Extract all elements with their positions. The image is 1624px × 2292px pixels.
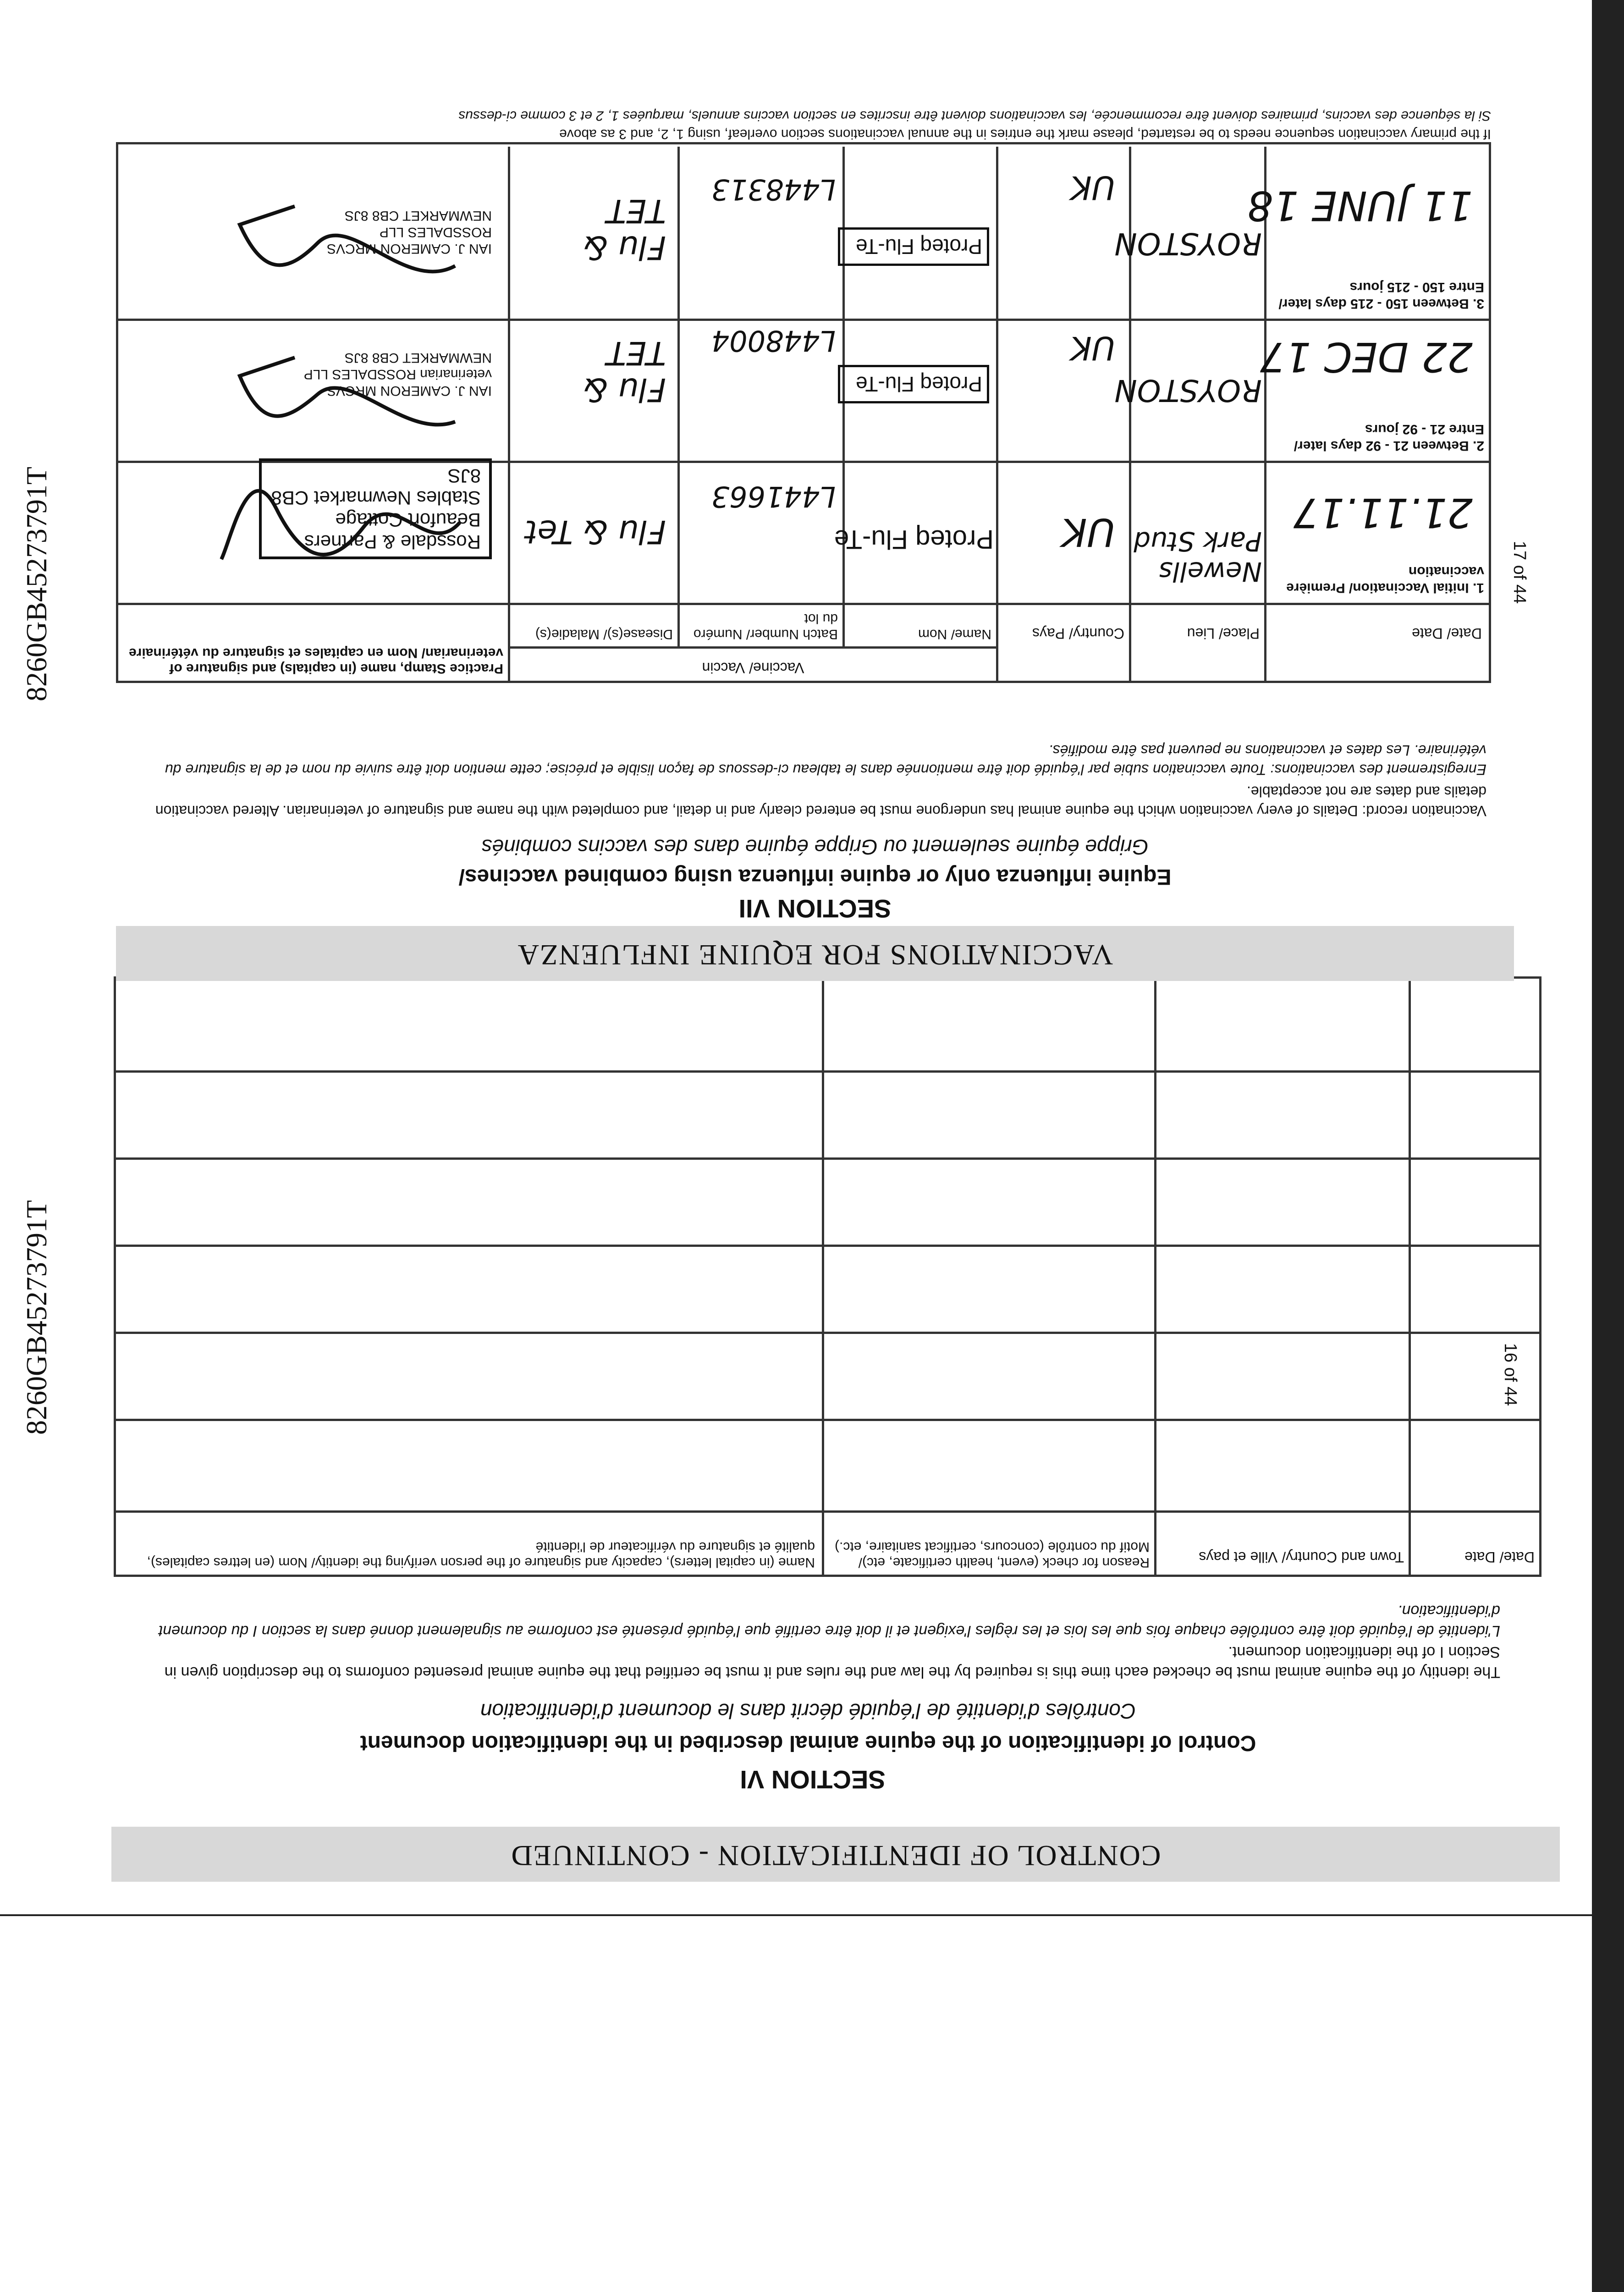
vax-header-stamp: Practice Stamp, name (in capitals) and signature of veterinarian/ Nom en capitales et signature du vétérinaire: [129, 645, 503, 676]
section-vii-record-fr: Enregistrement des vaccinations: Toute vaccination subie par l'équidé doit être mentionnée dans le tableau ci-dessous de façon lisible et précise; cette mention doit être suivie du nom et de la signature du vétérinaire. Les dates et vaccinations ne peuvent pas être modifiés.: [165, 742, 1486, 778]
section-vi-title: SECTION VI: [740, 1765, 886, 1794]
vax-row-1-batch: L441663: [711, 480, 836, 513]
vax-row-1-place: Newells Park Stud: [1134, 526, 1262, 587]
vax-row-1-country: UK: [1062, 510, 1115, 555]
section-vi-heading-en: Control of identification of the equine animal described in the identification document: [360, 1731, 1256, 1755]
header-verifier: Name (in capital letters), capacity and signature of the person verifying the identity/ Nom (en lettres capitales), qualité et signature du vérificateur de l'identité: [147, 1539, 815, 1570]
vax-row-1-name: Proteq Flu-Te: [834, 524, 994, 554]
header-date: Date/ Date: [1464, 1549, 1535, 1565]
section-vii-title: SECTION VII: [738, 894, 892, 923]
vax-header-country: Country/ Pays: [1032, 625, 1124, 642]
section-vii-record-en: Vaccination record: Details of every vaccination which the equine animal has undergone must be entered clearly and in detail, and completed with the name and signature of veterinarian. Altered vaccination details and dates are not acceptable.: [155, 783, 1486, 819]
vax-header-place: Place/ Lieu: [1187, 625, 1260, 642]
vax-row-3-batch: L448313: [711, 173, 836, 206]
vaccination-footnote-en: If the primary vaccination sequence needs to be restarted, please mark the entries in the annual vaccinations section overleaf, using 1, 2, and 3 as above: [559, 127, 1491, 142]
vax-row-2-name: Proteq Flu-Te: [838, 365, 989, 403]
vax-row-2-place: ROYSTON: [1114, 373, 1262, 408]
vaccination-footnote-fr: Si la séquence des vaccins, primaires doivent être recommencée, les vaccinations doivent être inscrites en section vaccins annuels, marquées 1, 2 et 3 comme ci-dessus: [458, 108, 1491, 123]
scan-margin-shadow: [1592, 0, 1624, 2292]
vax-header-disease: Disease(s)/ Maladie(s): [535, 627, 673, 642]
vet-signature-2: [212, 339, 469, 449]
header-reason: Reason for check (event, health certificate, etc)/ Motif du contrôle (concours, certificat sanitaire, etc.): [835, 1539, 1150, 1570]
identity-check-table: [114, 976, 1541, 1577]
vax-row-2-label: 2. Between 21 - 92 days later/ Entre 21 - 92 jours: [1294, 422, 1484, 453]
vax-row-1-date: 21.11.17: [1293, 489, 1473, 536]
vax-row-1-label: 1. Initial Vaccination/ Première vaccination: [1286, 564, 1484, 595]
section-vii-banner-text: VACCINATIONS FOR EQUINE INFLUENZA: [517, 939, 1113, 971]
vax-row-2-batch: L448004: [711, 324, 836, 358]
vax-row-3-vet-stamp: IAN J. CAMERON MRCVS ROSSDALES LLP NEWMARKET CB8 8JS: [326, 208, 492, 256]
vax-row-3-country: UK: [1070, 169, 1115, 206]
vax-header-name: Name/ Nom: [918, 627, 991, 642]
document-id-16: 8260GB45273791T: [20, 1200, 53, 1435]
vet-signature-1: [212, 477, 469, 578]
page-number-16: 16 of 44: [1500, 1343, 1520, 1406]
section-vi-banner-text: CONTROL OF IDENTIFICATION - CONTINUED: [510, 1840, 1161, 1872]
scan-edge-line: [0, 1914, 1624, 1916]
vax-row-3-label: 3. Between 150 - 215 days later/ Entre 150 - 215 jours: [1278, 280, 1484, 311]
vet-signature-3: [212, 193, 469, 303]
vax-header-date: Date/ Date: [1412, 625, 1482, 642]
vax-row-2-country: UK: [1070, 329, 1115, 367]
section-vi-heading-fr: Contrôles d'identité de l'équidé décrit dans le document d'identification: [480, 1699, 1136, 1723]
page-number-17: 17 of 44: [1509, 540, 1529, 604]
vax-row-3-disease: Flu & TET: [583, 192, 666, 266]
section-vi-intro-fr: L'identité de l'équidé doit être contrôlée chaque fois que les lois et les règles l'exigent et il doit être certifié que l'équidé présenté est conforme au signalement donné dans la section I du document d'identification.: [158, 1602, 1500, 1640]
section-vi-intro-en: The identity of the equine animal must be checked each time this is required by the law and the rules and it must be certified that the equine animal presented conforms to the description given in Section I of the identification document.: [164, 1643, 1500, 1681]
vax-header-batch: Batch Number/ Numéro du lot: [693, 611, 838, 642]
vax-row-3-name: Proteq Flu-Te: [838, 227, 989, 266]
vax-row-1-disease: Flu & Tet: [525, 513, 666, 551]
vax-row-3-place: ROYSTON: [1114, 226, 1262, 261]
vax-row-2-disease: Flu & TET: [583, 334, 666, 408]
vax-row-2-date: 22 DEC 17: [1260, 333, 1473, 380]
vax-header-vaccine: Vaccine/ Vaccin: [702, 660, 804, 676]
vax-row-2-vet-stamp: IAN J. CAMERON MRCVS veterinarian ROSSDALES LLP NEWMARKET CB8 8JS: [304, 350, 492, 398]
section-vii-heading-en: Equine influenza only or equine influenza using combined vaccines/: [458, 865, 1172, 889]
header-town-country: Town and Country/ Ville et pays: [1199, 1549, 1404, 1565]
document-id-17: 8260GB45273791T: [20, 467, 53, 701]
vax-row-3-date: 11 JUNE 18: [1247, 182, 1473, 229]
vax-row-1-practice-stamp: Rossdale & Partners Beaufort Cottage Stables Newmarket CB8 8JS: [259, 458, 492, 559]
section-vii-heading-fr: Grippe équine seulement ou Grippe équine dans des vaccins combinés: [481, 835, 1149, 859]
